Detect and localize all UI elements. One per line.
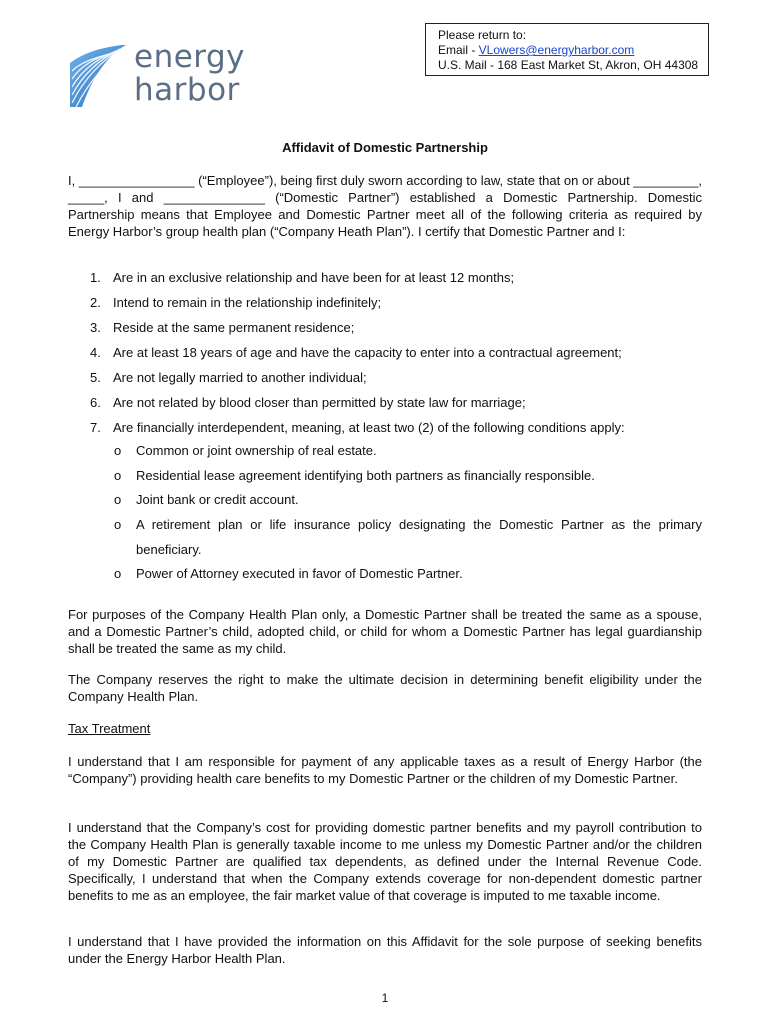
intro-paragraph: I, ________________ (“Employee”), being first duly sworn according to law, state that on or about _________, _____, I and ______________ (“Domestic Partner”) established a Domestic Partnership. Domestic Partnership means that Employee and Domestic Partner meet all of the following criteria as required by Energy Harbor’s group health plan (“Company Heath Plan”). I certify that Domestic Partner and I:: [68, 173, 702, 239]
energy-harbor-logo: [68, 39, 258, 109]
tax-paragraph-1: I understand that I am responsible for payment of any applicable taxes as a result of Energy Harbor (the “Company”) providing health care benefits to my Domestic Partner or the children of my Domestic Partner.: [68, 754, 702, 786]
list-item: 4. Are at least 18 years of age and have the capacity to enter into a contractual agreement;: [90, 345, 622, 360]
list-item: 3. Reside at the same permanent residence;: [90, 320, 355, 335]
tax-treatment-heading: Tax Treatment: [68, 721, 151, 736]
page-number: 1: [381, 991, 389, 1005]
document-title: Affidavit of Domestic Partnership: [282, 140, 488, 155]
list-item: 7. Are financially interdependent, meaning, at least two (2) of the following conditions apply:: [90, 420, 625, 435]
list-item: 5. Are not legally married to another individual;: [90, 370, 367, 385]
logo-word-harbor: harbor: [134, 72, 240, 108]
return-label: Please return to:: [438, 28, 527, 42]
logo-word-energy: energy: [134, 39, 246, 75]
return-address-box: [425, 23, 709, 76]
document-page: energy harbor Please return to: Email - VLowers@energyharbor.com U.S. Mail - 168 East Market St, Akron, OH 44308 Affidavit of Domestic Partnership I, ________________ (“Employee”), being first duly sworn according to law, state that on or about _________, _____, I and ______________ (“Domestic Partner”) established a Domestic Partnership. Domestic Partnership means that Employee and Domestic Partner meet all of the following criteria as required by Energy Harbor’s group health plan (“Company Heath Plan”). I certify that Domestic Partner and I: 1. Are in an exclusive relationship and have been for at least 12 months; 2. Intend to remain in the relationship indefinitely; 3. Reside at the same permanent residence; 4. Are at least 18 years of age and have the capacity to enter into a contractual agreement; 5. Are not legally married to another individual; 6. Are not related by blood closer than permitted by state law for marriage; 7. Are financially interdependent, meaning, at least two (2) of the following conditions apply: o Common or joint ownership of real estate. o Residential lease agreement identifying both partners as financially responsible. o Joint bank or credit account. o A retirement plan or life insurance policy designating the Domestic Partner as the primary beneficiary. o Power of Attorney executed in favor of Domestic Partner. For purposes of the Company Health Plan only, a Domestic Partner shall be treated the same as a spouse, and a Domestic Partner’s child, adopted child, or child for whom a Domestic Partner has legal guardianship shall be treated the same as my child. The Company reserves the right to make the ultimate decision in determining benefit eligibility under the Company Health Plan. Tax Treatment I understand that I am responsible for payment of any applicable taxes as a result of Energy Harbor (the “Company”) providing health care benefits to my Domestic Partner or the children of my Domestic Partner. I understand that the Company’s cost for providing domestic partner benefits and my payroll contribution to the Company Health Plan is generally taxable income to me unless my Domestic Partner and/or the children of my Domestic Partner are qualified tax dependents, as defined under the Internal Revenue Code. Specifically, I understand that when the Company extends coverage for non-dependent domestic partner benefits to me as an employee, the fair market value of that coverage is imputed to me taxable income. I understand that I have provided the information on this Affidavit for the sole purpose of seeking benefits under the Energy Harbor Health Plan. 1: [0, 0, 770, 1024]
info-paragraph: I understand that I have provided the information on this Affidavit for the sole purpose of seeking benefits under the Energy Harbor Health Plan.: [68, 934, 702, 966]
reserves-paragraph: The Company reserves the right to make the ultimate decision in determining benefit eligibility under the Company Health Plan.: [68, 672, 702, 704]
purposes-paragraph: For purposes of the Company Health Plan only, a Domestic Partner shall be treated the same as a spouse, and a Domestic Partner’s child, adopted child, or child for whom a Domestic Partner has legal guardianship shall be treated the same as my child.: [68, 607, 702, 656]
return-email-line: [438, 43, 708, 58]
logo-mark-icon: [68, 43, 128, 109]
return-mail-line: U.S. Mail - 168 East Market St, Akron, OH 44308: [438, 58, 699, 72]
email-link[interactable]: VLowers@energyharbor.com: [478, 43, 635, 57]
tax-paragraph-2: I understand that the Company’s cost for providing domestic partner benefits and my payroll contribution to the Company Health Plan is generally taxable income to me unless my Domestic Partner and/or the children of my Domestic Partner are qualified tax dependents, as defined under the Internal Revenue Code. Specifically, I understand that when the Company extends coverage for non-dependent domestic partner benefits to me as an employee, the fair market value of that coverage is imputed to me taxable income.: [68, 820, 702, 903]
list-item: 6. Are not related by blood closer than permitted by state law for marriage;: [90, 395, 526, 410]
list-item: 2. Intend to remain in the relationship indefinitely;: [90, 295, 382, 310]
list-item: 1. Are in an exclusive relationship and have been for at least 12 months;: [90, 270, 515, 285]
email-prefix: Email -: [438, 43, 479, 57]
